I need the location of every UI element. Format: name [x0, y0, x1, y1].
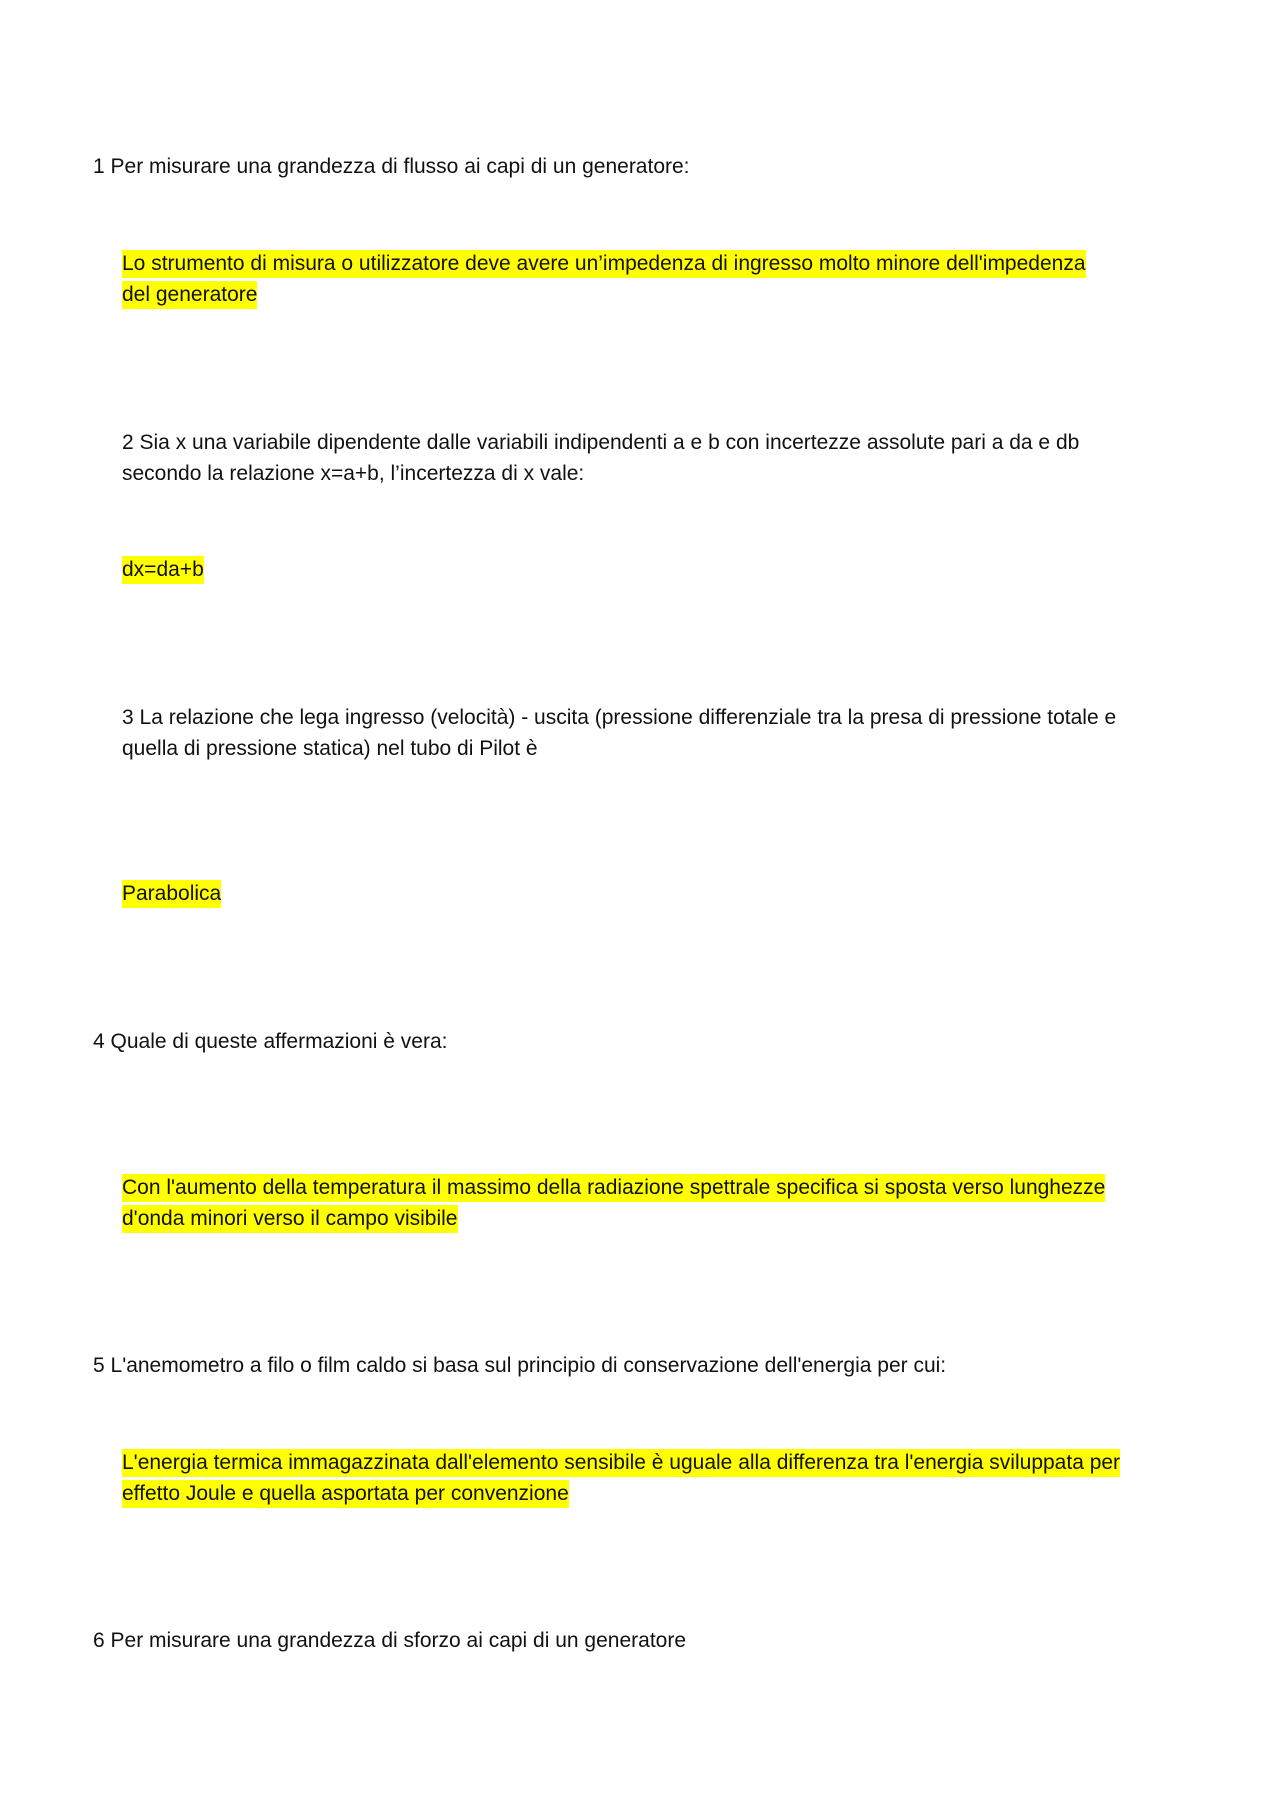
- answer-highlight: dx=da+b: [122, 556, 204, 584]
- answer-highlight: effetto Joule e quella asportata per convenzione: [122, 1480, 569, 1508]
- answer-highlight: del generatore: [122, 281, 257, 309]
- question-2-line-2: secondo la relazione x=a+b, l’incertezza di x vale:: [122, 462, 585, 485]
- answer-1-line-1: [122, 248, 1086, 279]
- answer-4-line-1: [122, 1172, 1105, 1203]
- question-6-line-1: 6 Per misurare una grandezza di sforzo ai capi di un generatore: [93, 1629, 687, 1652]
- question-4-line-1: 4 Quale di queste affermazioni è vera:: [93, 1030, 448, 1053]
- answer-4-line-2: [122, 1203, 458, 1234]
- question-3-line-1: 3 La relazione che lega ingresso (velocità) - uscita (pressione differenziale tra la presa di pressione totale e: [122, 706, 1117, 729]
- question-1-line-1: 1 Per misurare una grandezza di flusso ai capi di un generatore:: [93, 155, 690, 178]
- answer-highlight: d'onda minori verso il campo visibile: [122, 1205, 458, 1233]
- question-2-line-1: 2 Sia x una variabile dipendente dalle variabili indipendenti a e b con incertezze assolute pari a da e db: [122, 431, 1080, 454]
- answer-3-line-1: [122, 878, 221, 909]
- answer-highlight: L'energia termica immagazzinata dall'elemento sensibile è uguale alla differenza tra l'energia sviluppata per: [122, 1449, 1120, 1477]
- answer-5-line-2: [122, 1478, 569, 1509]
- answer-highlight: Lo strumento di misura o utilizzatore deve avere un’impedenza di ingresso molto minore dell'impedenza: [122, 250, 1086, 278]
- answer-2-line-1: [122, 554, 204, 585]
- answer-highlight: Parabolica: [122, 880, 221, 908]
- answer-1-line-2: [122, 279, 257, 310]
- question-5-line-1: 5 L'anemometro a filo o film caldo si basa sul principio di conservazione dell'energia per cui:: [93, 1354, 947, 1377]
- answer-highlight: Con l'aumento della temperatura il massimo della radiazione spettrale specifica si sposta verso lunghezze: [122, 1174, 1105, 1202]
- question-3-line-2: quella di pressione statica) nel tubo di Pilot è: [122, 737, 538, 760]
- answer-5-line-1: [122, 1447, 1120, 1478]
